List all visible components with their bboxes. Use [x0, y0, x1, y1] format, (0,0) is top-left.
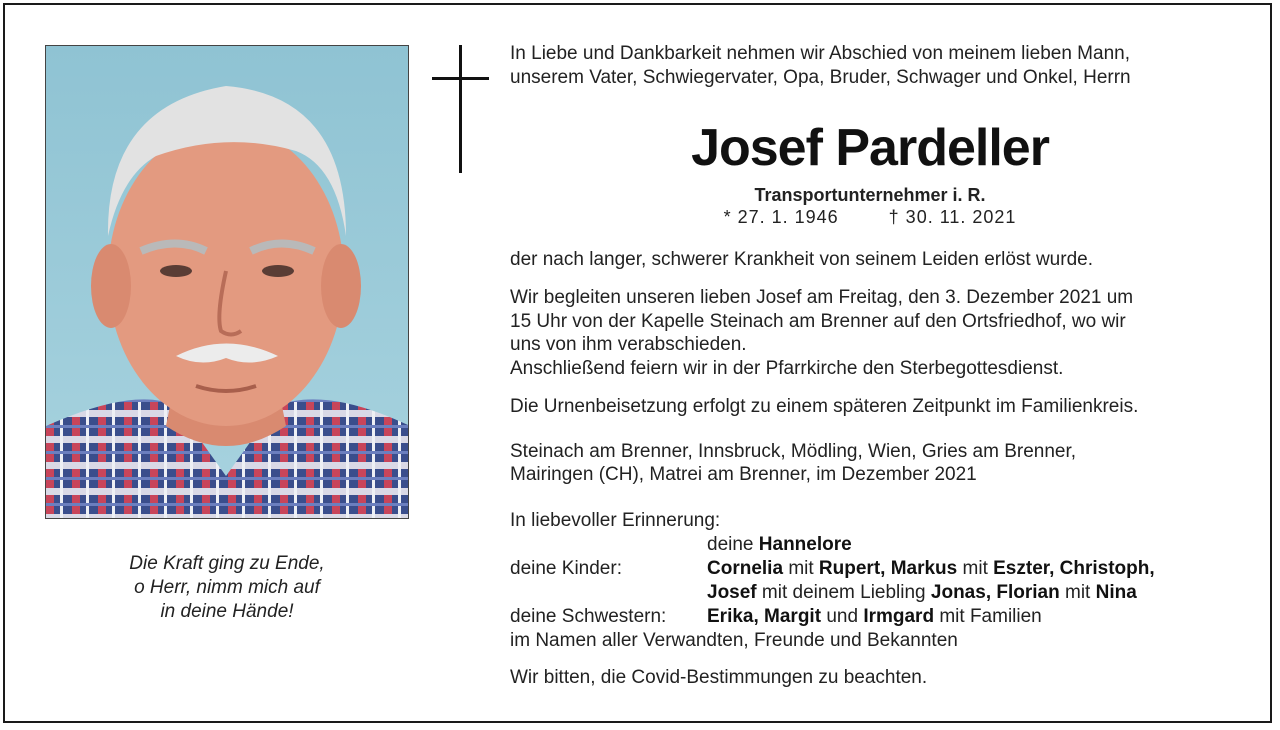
- relatives-text: im Namen aller Verwandten, Freunde und Bekannten: [510, 630, 958, 651]
- grandchild-names: Nina: [1095, 582, 1137, 603]
- funeral-line-2: 15 Uhr von der Kapelle Steinach am Brenner auf den Ortsfriedhof, wo wir: [510, 311, 1126, 332]
- wife-line: [707, 533, 852, 556]
- death-date: † 30. 11. 2021: [888, 207, 1017, 227]
- intro-line-2: unserem Vater, Schwiegervater, Opa, Bruder, Schwager und Onkel, Herrn: [510, 67, 1131, 88]
- wife-name: Hannelore: [758, 534, 852, 555]
- grandchild-names: Jonas, Florian: [930, 582, 1060, 603]
- grandchild-names: Eszter, Christoph,: [993, 558, 1155, 579]
- sisters-line: [707, 605, 1042, 628]
- quote-line: o Herr, nimm mich auf: [134, 577, 320, 598]
- intro-line-1: In Liebe und Dankbarkeit nehmen wir Abschied von meinem lieben Mann,: [510, 43, 1130, 64]
- child-name: Josef: [707, 582, 757, 603]
- funeral-line-3: uns von ihm verabschieden.: [510, 334, 747, 355]
- children-line-1: [707, 557, 1155, 580]
- mourners-intro: In liebevoller Erinnerung:: [510, 510, 721, 531]
- quote-line: in deine Hände!: [160, 601, 294, 622]
- portrait-photo: [45, 45, 409, 519]
- deceased-name: Josef Pardeller: [691, 119, 1049, 177]
- connector-text: mit: [962, 558, 988, 579]
- urn-text: Die Urnenbeisetzung erfolgt zu einem späteren Zeitpunkt im Familienkreis.: [510, 396, 1139, 417]
- covid-notice: Wir bitten, die Covid-Bestimmungen zu beachten.: [510, 667, 928, 688]
- mass-text: Anschließend feiern wir in der Pfarrkirche den Sterbegottesdienst.: [510, 358, 1064, 379]
- birth-date: * 27. 1. 1946: [723, 207, 839, 227]
- funeral-line-1: Wir begleiten unseren lieben Josef am Freitag, den 3. Dezember 2021 um: [510, 287, 1134, 308]
- deceased-occupation: Transportunternehmer i. R.: [754, 185, 986, 205]
- released-text: der nach langer, schwerer Krankheit von seinem Leiden erlöst wurde.: [510, 249, 1093, 270]
- cross-icon: [432, 45, 490, 175]
- connector-text: mit deinem Liebling: [761, 582, 926, 603]
- connector-text: mit: [788, 558, 814, 579]
- places-line-2: Mairingen (CH), Matrei am Brenner, im Dezember 2021: [510, 464, 977, 485]
- sisters-label: deine Schwestern:: [510, 606, 667, 627]
- connector-text: und: [826, 606, 859, 627]
- quote-line: Die Kraft ging zu Ende,: [129, 553, 325, 574]
- sister-names: Irmgard: [863, 606, 935, 627]
- children-line-2: [707, 581, 1137, 604]
- places-line-1: Steinach am Brenner, Innsbruck, Mödling, Wien, Gries am Brenner,: [510, 441, 1077, 462]
- connector-text: mit: [1065, 582, 1091, 603]
- children-label: deine Kinder:: [510, 558, 622, 579]
- wife-prefix: deine: [707, 534, 754, 555]
- sister-names: Erika, Margit: [707, 606, 822, 627]
- grandchild-names: Rupert, Markus: [818, 558, 958, 579]
- life-dates: [510, 206, 1230, 228]
- memorial-quote: [45, 552, 409, 624]
- connector-text: mit Familien: [939, 606, 1042, 627]
- child-name: Cornelia: [707, 558, 784, 579]
